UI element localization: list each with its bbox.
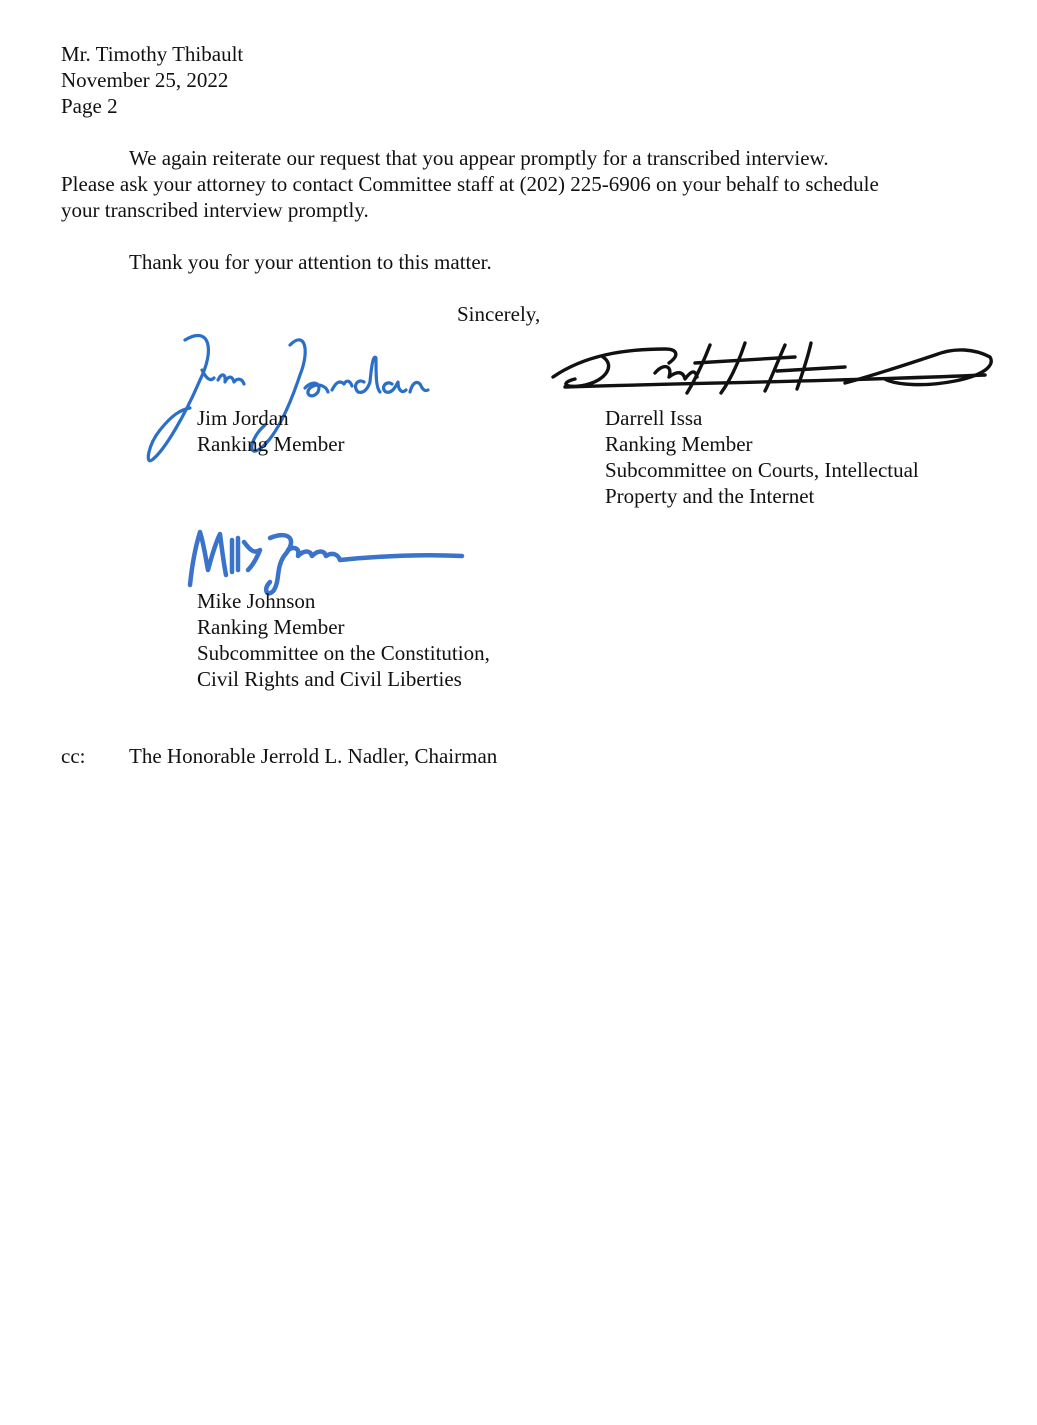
cc-label: cc: bbox=[61, 744, 86, 768]
cc-recipient: The Honorable Jerrold L. Nadler, Chairman bbox=[129, 744, 498, 768]
signatory-2-subcommittee-line-1: Subcommittee on Courts, Intellectual bbox=[605, 458, 919, 482]
letter-date: November 25, 2022 bbox=[61, 68, 229, 92]
page-number: Page 2 bbox=[61, 94, 118, 118]
paragraph-1-line-2: Please ask your attorney to contact Committee staff at (202) 225-6906 on your behalf to schedule bbox=[61, 172, 879, 196]
signatory-1-title: Ranking Member bbox=[197, 432, 345, 456]
signatory-2-title: Ranking Member bbox=[605, 432, 753, 456]
signatory-3-subcommittee-line-1: Subcommittee on the Constitution, bbox=[197, 641, 490, 665]
signatory-3-title: Ranking Member bbox=[197, 615, 345, 639]
paragraph-2: Thank you for your attention to this matter. bbox=[129, 250, 492, 274]
closing: Sincerely, bbox=[457, 302, 541, 326]
signatory-1-name: Jim Jordan bbox=[197, 406, 289, 430]
paragraph-1-line-1: We again reiterate our request that you appear promptly for a transcribed interview. bbox=[129, 146, 829, 170]
signature-darrell-issa bbox=[545, 335, 1000, 405]
signatory-3-subcommittee-line-2: Civil Rights and Civil Liberties bbox=[197, 667, 462, 691]
signatory-3-name: Mike Johnson bbox=[197, 589, 316, 613]
paragraph-1-line-3: your transcribed interview promptly. bbox=[61, 198, 369, 222]
signatory-2-name: Darrell Issa bbox=[605, 406, 703, 430]
recipient-name: Mr. Timothy Thibault bbox=[61, 42, 244, 66]
signatory-2-subcommittee-line-2: Property and the Internet bbox=[605, 484, 815, 508]
